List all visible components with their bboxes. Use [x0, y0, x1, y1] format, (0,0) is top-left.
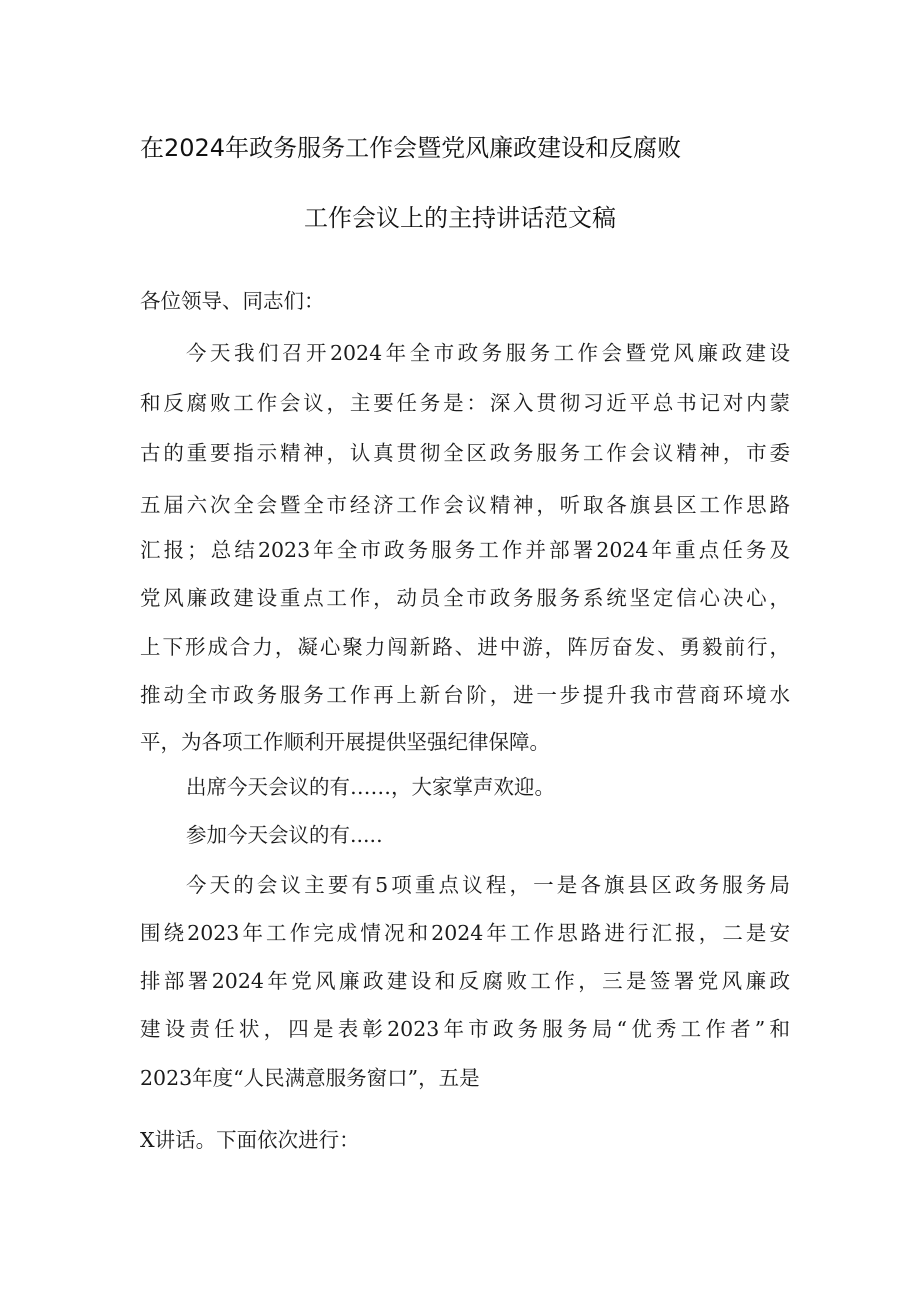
paragraph-1-line: 五届六次全会暨全市经济工作会议精神，听取各旗县区工作思路: [140, 493, 790, 517]
paragraph-1-line: 平，为各项工作顺利开展提供坚强纪律保障。: [140, 730, 550, 754]
paragraph-1-line: 今天我们召开2024年全市政务服务工作会暨党风廉政建设: [186, 341, 790, 365]
paragraph-4-line: 今天的会议主要有5项重点议程，一是各旗县区政务服务局: [186, 873, 790, 897]
paragraph-2: 出席今天会议的有……，大家掌声欢迎。: [186, 775, 555, 799]
salutation: 各位领导、同志们：: [140, 289, 325, 313]
paragraph-4-line: 2023年度“人民满意服务窗口”，五是: [140, 1066, 480, 1090]
paragraph-4-line: 建设责任状，四是表彰2023年市政务服务局“优秀工作者”和: [140, 1017, 790, 1041]
paragraph-1-line: 党风廉政建设重点工作，动员全市政务服务系统坚定信心决心，: [140, 586, 790, 610]
paragraph-5: X讲话。下面依次进行：: [140, 1128, 360, 1152]
paragraph-1-line: 上下形成合力，凝心聚力闯新路、进中游，阵厉奋发、勇毅前行，: [140, 635, 790, 659]
paragraph-1-line: 古的重要指示精神，认真贯彻全区政务服务工作会议精神，市委: [140, 441, 790, 465]
paragraph-4-line: 围绕2023年工作完成情况和2024年工作思路进行汇报，二是安: [140, 921, 790, 945]
paragraph-3: 参加今天会议的有.....: [186, 823, 383, 847]
paragraph-1-line: 推动全市政务服务工作再上新台阶，进一步提升我市营商环境水: [140, 683, 790, 707]
paragraph-4-line: 排部署2024年党风廉政建设和反腐败工作，三是签署党风廉政: [140, 969, 790, 993]
paragraph-1-line: 汇报；总结2023年全市政务服务工作并部署2024年重点任务及: [140, 538, 790, 562]
paragraph-1-line: 和反腐败工作会议，主要任务是：深入贯彻习近平总书记对内蒙: [140, 391, 790, 415]
document-title-line-1: 在2024年政务服务工作会暨党风廉政建设和反腐败: [140, 134, 682, 162]
document-title-line-2: 工作会议上的主持讲话范文稿: [304, 204, 616, 232]
